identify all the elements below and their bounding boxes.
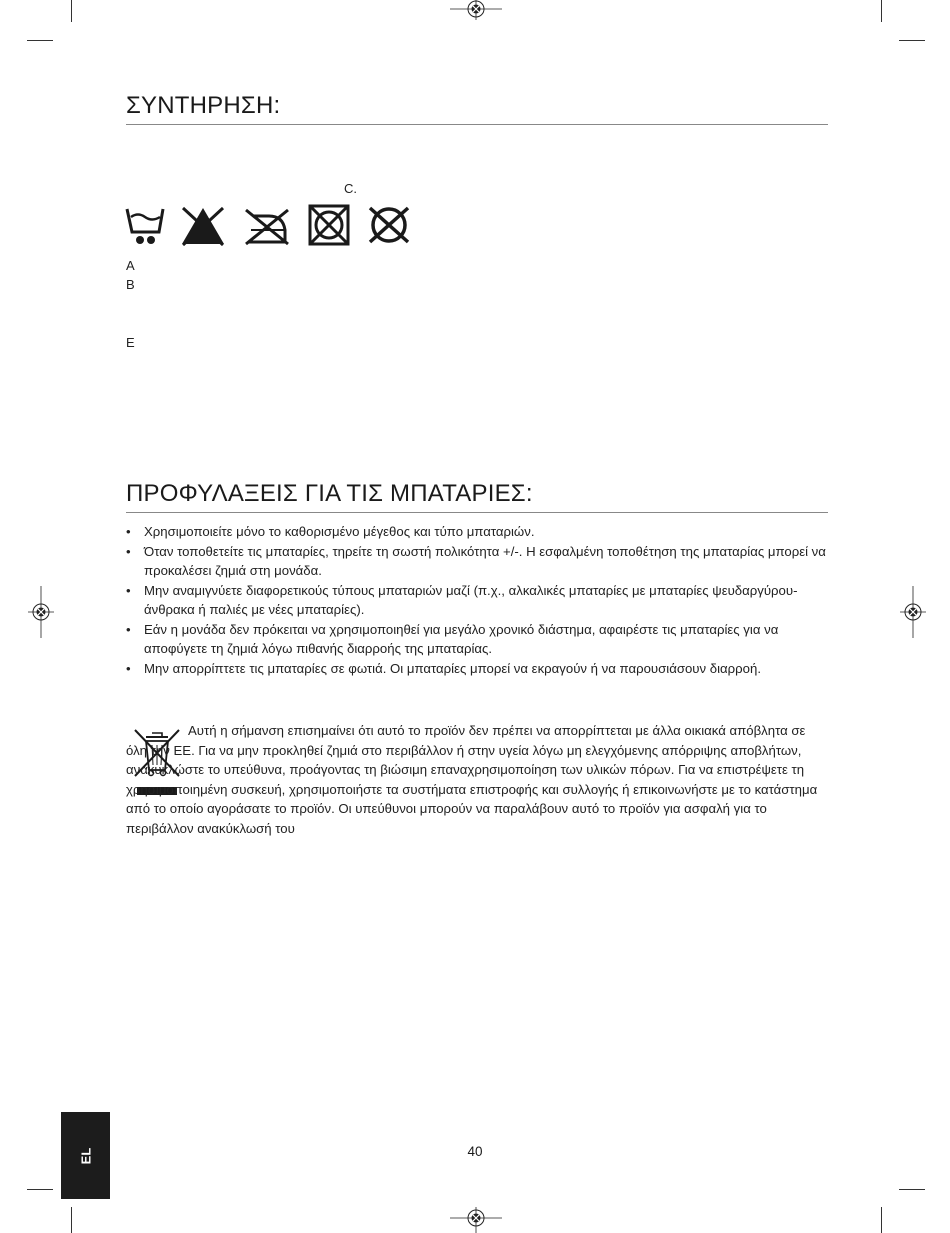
crop-mark (899, 1189, 925, 1190)
crop-mark (27, 40, 53, 41)
registration-mark-icon (450, 1207, 502, 1233)
list-item: • Εάν η μονάδα δεν πρόκειται να χρησιμοποιηθεί για μεγάλο χρονικό διάστημα, αφαιρέστε τις μπαταρίες για να αποφύγετε τη ζημιά λόγω πιθανής διαρροής της μπαταρίας. (126, 620, 826, 659)
no-dry-clean-icon (366, 204, 412, 246)
crop-mark (881, 0, 882, 22)
list-item: • Μην αναμιγνύετε διαφορετικούς τύπους μπαταριών μαζί (π.χ., αλκαλικές μπαταρίες με μπαταρίες ψευδαργύρου-άνθρακα ή παλιές με νέες μπαταρίες). (126, 581, 826, 620)
registration-mark-icon (900, 586, 926, 638)
crop-mark (27, 1189, 53, 1190)
label-e: E (126, 335, 135, 350)
registration-mark-icon (28, 586, 54, 638)
maintenance-heading: ΣΥΝΤΗΡΗΣΗ: (126, 92, 828, 125)
label-c: C. (344, 181, 357, 196)
label-b: B (126, 277, 135, 292)
list-item: • Όταν τοποθετείτε τις μπαταρίες, τηρείτε τη σωστή πολικότητα +/-. Η εσφαλμένη τοποθέτηση της μπαταρίας μπορεί να προκαλέσει ζημιά στη μονάδα. (126, 542, 826, 581)
list-item: • Χρησιμοποιείτε μόνο το καθορισμένο μέγεθος και τύπο μπαταριών. (126, 522, 826, 542)
battery-precautions-list (126, 522, 826, 678)
no-tumble-dry-icon (307, 203, 351, 247)
language-tab-label: EL (78, 1147, 93, 1164)
no-iron-icon (243, 204, 291, 246)
weee-text: Αυτή η σήμανση επισημαίνει ότι αυτό το προϊόν δεν πρέπει να απορρίπτεται με άλλα οικιακά απόβλητα σε όλη την ΕΕ. Για να μην προκληθεί ζημιά στο περιβάλλον ή στην υγεία λόγω μη ελεγχόμενης απόρριψης αποβλήτων, ανακυκλώστε το υπεύθυνα, προάγοντας τη βιώσιμη επαναχρησιμοποίηση των υλικών πόρων. Για να επιστρέψετε τη χρησιμοποιημένη συσκευή, χρησιμοποιήστε τα συστήματα επιστροφής και συλλογής ή επικοινωνήστε με το κατάστημα από το οποίο αγοράσατε το προϊόν. Οι υπεύθυνοι μπορούν να παραλάβουν αυτό το προϊόν για ασφαλή για το περιβάλλον ανακύκλωσή του (126, 723, 818, 836)
crop-mark (899, 40, 925, 41)
crop-mark (71, 0, 72, 22)
page-number: 40 (467, 1144, 483, 1159)
crop-mark (881, 1207, 882, 1233)
registration-mark-icon (450, 0, 502, 20)
battery-heading: ΠΡΟΦΥΛΑΞΕΙΣ ΓΙΑ ΤΙΣ ΜΠΑΤΑΡΙΕΣ: (126, 480, 828, 513)
label-a: A (126, 258, 135, 273)
language-tab (61, 1112, 110, 1199)
weee-notice (126, 721, 826, 838)
crop-mark (71, 1207, 72, 1233)
list-item: • Μην απορρίπτετε τις μπαταρίες σε φωτιά. Οι μπαταρίες μπορεί να εκραγούν ή να παρουσιάσουν διαρροή. (126, 659, 826, 679)
hand-wash-icon (124, 204, 168, 248)
no-bleach-icon (180, 204, 226, 246)
